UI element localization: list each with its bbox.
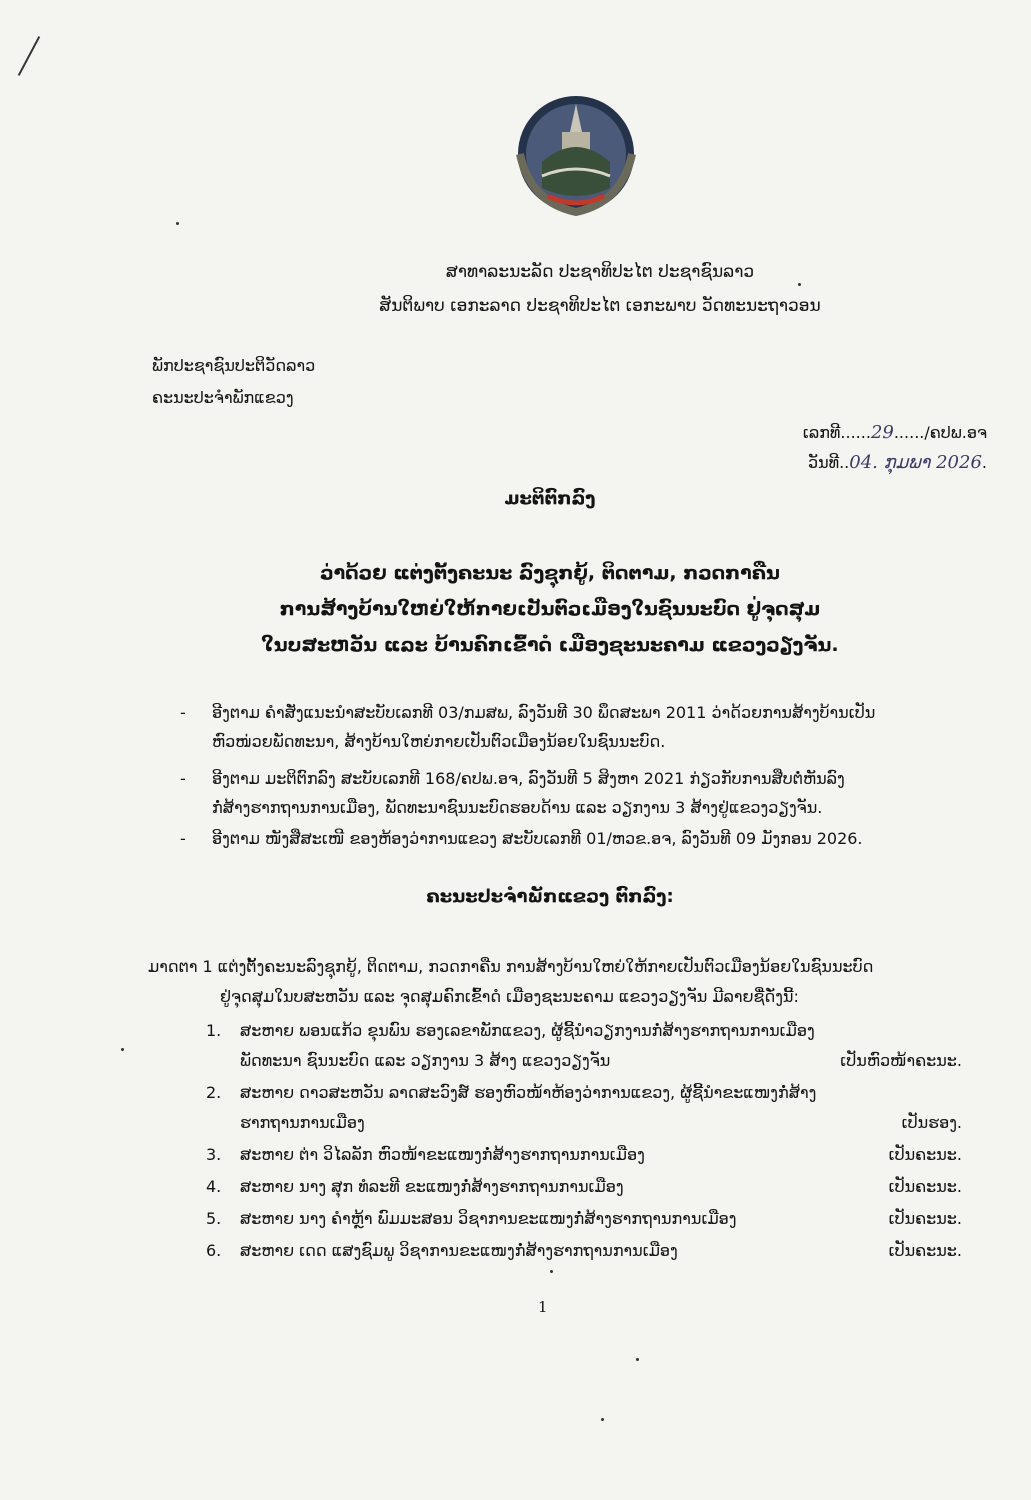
legal-reference-line: ອີງຕາມ ຄຳສັ່ງແນະນຳສະບັບເລກທີ 03/ກມສພ, ລົງວັນທີ 30 ພຶດສະພາ 2011 ວ່າດ້ວຍການສ້າງບ້ານເປັນ — [212, 703, 876, 722]
page-number: 1 — [538, 1298, 548, 1316]
party-name: ພັກປະຊາຊົນປະຕິວັດລາວ — [152, 356, 316, 375]
member-name: ສະຫາຍ ຕ່າ ວິໄລລັກ ຫົວໜ້າຂະແໜງກໍ່ສ້າງຮາກຖານການເມືອງ — [240, 1145, 645, 1164]
member-number: 6. — [206, 1241, 222, 1260]
member-name: ສະຫາຍ ເດດ ແສງຊົມພູ ວິຊາການຂະແໜງກໍ່ສ້າງຮາກຖານການເມືອງ — [240, 1241, 678, 1260]
member-role: ເປັນຄະນະ. — [888, 1241, 962, 1260]
scan-speck — [798, 283, 801, 286]
number-prefix: ເລກທີ...... — [802, 423, 871, 442]
subject-line-3: ໃນບສະຫວັນ ແລະ ບ້ານຄົກເຂົ້າດໍ ເມືອງຊະນະຄາມ ແຂວງວຽງຈັນ. — [261, 634, 839, 656]
member-number: 1. — [206, 1021, 222, 1040]
member-name: ສະຫາຍ ນາງ ສຸກ ທໍລະທີ ຂະແໜງກໍ່ສ້າງຮາກຖານການເມືອງ — [240, 1177, 624, 1196]
number-suffix: ....../ຄປພ.ອຈ — [893, 423, 987, 442]
member-item — [206, 1204, 966, 1234]
subject-line-2: ການສ້າງບ້ານໃຫຍ່ໃຫ້ກາຍເປັນຕົວເມືອງໃນຊົນນະບົດ ຢູ່ຈຸດສຸມ — [279, 598, 821, 620]
member-name: ສະຫາຍ ດາວສະຫວັນ ລາດສະວົງສ໌ ຮອງຫົວໜ້າຫ້ອງວ່າການແຂວງ, ຜູ້ຊີ້ນຳຂະແໜງກໍ່ສ້າງຮາກຖານການເມືອງ — [240, 1083, 817, 1132]
member-name: ສະຫາຍ ນາງ ຄຳຫຼ້າ ພົມມະສອນ ວິຊາການຂະແໜງກໍ່ສ້າງຮາກຖານການເມືອງ — [240, 1209, 737, 1228]
legal-reference-line: ອີງຕາມ ມະຕິຕົກລົງ ສະບັບເລກທີ 168/ຄປພ.ອຈ, ລົງວັນທີ 5 ສິງຫາ 2021 ກ່ຽວກັບການສືບຕໍ່ຫັນລົງ — [212, 769, 845, 788]
member-number: 3. — [206, 1145, 222, 1164]
member-number: 5. — [206, 1209, 222, 1228]
scan-speck — [550, 1270, 553, 1273]
scan-speck — [601, 1418, 604, 1421]
legal-reference-line: ຫົວໜ່ວຍພັດທະນາ, ສ້າງບ້ານໃຫຍ່ກາຍເປັນຕົວເມືອງນ້ອຍໃນຊົນນະບົດ. — [212, 732, 666, 751]
number-handwritten: 29 — [870, 422, 894, 443]
bullet-dash: - — [180, 769, 186, 788]
article-1-line: ມາດຕາ 1 ແຕ່ງຕັ້ງຄະນະລົງຊຸກຍູ້, ຕິດຕາມ, ກວດກາຄືນ ການສ້າງບ້ານໃຫຍ່ໃຫ້ກາຍເປັນຕົວເມືອງນ້ອຍໃນຊົນນະບົດ — [148, 957, 874, 976]
member-name: ສະຫາຍ ພອນແກ້ວ ຂຸນພົນ ຮອງເລຂາພັກແຂວງ, ຜູ້ຊີ້ນຳວຽກງານກໍ່ສ້າງຮາກຖານການເມືອງ ພັດທະນາ ຊົນນະບົດ ແລະ ວຽກງານ 3 ສ້າງ ແຂວງວຽງຈັນ — [240, 1021, 815, 1070]
scan-speck — [121, 1048, 124, 1051]
member-item — [206, 1140, 966, 1170]
national-emblem-icon — [512, 92, 640, 216]
date-prefix: ວັນທີ.. — [807, 453, 850, 472]
committee-name: ຄະນະປະຈຳພັກແຂວງ — [152, 388, 294, 407]
legal-reference-item — [180, 824, 970, 853]
legal-reference-item — [180, 764, 970, 822]
legal-reference-line: ກໍ່ສ້າງຮາກຖານການເມືອງ, ພັດທະນາຊົນນະບົດຮອບດ້ານ ແລະ ວຽກງານ 3 ສ້າງຢູ່ແຂວງວຽງຈັນ. — [212, 798, 823, 817]
member-item — [206, 1236, 966, 1266]
legal-reference-line: ອີງຕາມ ໜັງສືສະເໜີ ຂອງຫ້ອງວ່າການແຂວງ ສະບັບເລກທີ 01/ຫວຂ.ອຈ, ລົງວັນທີ 09 ມັງກອນ 2026. — [212, 829, 863, 848]
member-item — [206, 1078, 966, 1138]
committee-decides-heading: ຄະນະປະຈຳພັກແຂວງ ຕົກລົງ: — [426, 886, 674, 907]
subject-line-1: ວ່າດ້ວຍ ແຕ່ງຕັ້ງຄະນະ ລົງຊຸກຍູ້, ຕິດຕາມ, ກວດກາຄືນ — [320, 562, 780, 584]
scan-mark — [18, 36, 40, 76]
scan-speck — [176, 222, 179, 225]
document-type-title: ມະຕິຕົກລົງ — [504, 488, 596, 509]
document-date — [808, 452, 987, 473]
article-1-line: ຢູ່ຈຸດສຸມໃນບສະຫວັນ ແລະ ຈຸດສຸມຄົກເຂົ້າດໍ ເມືອງຊະນະຄາມ ແຂວງວຽງຈັນ ມີລາຍຊື່ດັ່ງນີ້: — [220, 987, 799, 1006]
member-item — [206, 1016, 966, 1076]
bullet-dash: - — [180, 703, 186, 722]
date-handwritten: 04. ກຸມພາ 2026 — [849, 452, 982, 473]
member-role: ເປັນຄະນະ. — [888, 1209, 962, 1228]
country-name: ສາທາລະນະລັດ ປະຊາທິປະໄຕ ປະຊາຊົນລາວ — [445, 262, 755, 282]
scan-speck — [636, 1358, 639, 1361]
member-role: ເປັນຄະນະ. — [888, 1177, 962, 1196]
date-suffix: . — [981, 453, 987, 472]
legal-reference-item — [180, 698, 970, 756]
member-number: 2. — [206, 1083, 222, 1102]
member-role: ເປັນຫົວໜ້າຄະນະ. — [840, 1051, 962, 1070]
member-number: 4. — [206, 1177, 222, 1196]
member-item — [206, 1172, 966, 1202]
member-role: ເປັນຄະນະ. — [888, 1145, 962, 1164]
article-1 — [148, 952, 968, 1012]
national-motto: ສັນຕິພາບ ເອກະລາດ ປະຊາທິປະໄຕ ເອກະພາບ ວັດທະນະຖາວອນ — [379, 296, 821, 316]
bullet-dash: - — [180, 829, 186, 848]
document-number — [803, 422, 987, 443]
member-role: ເປັນຮອງ. — [901, 1113, 962, 1132]
